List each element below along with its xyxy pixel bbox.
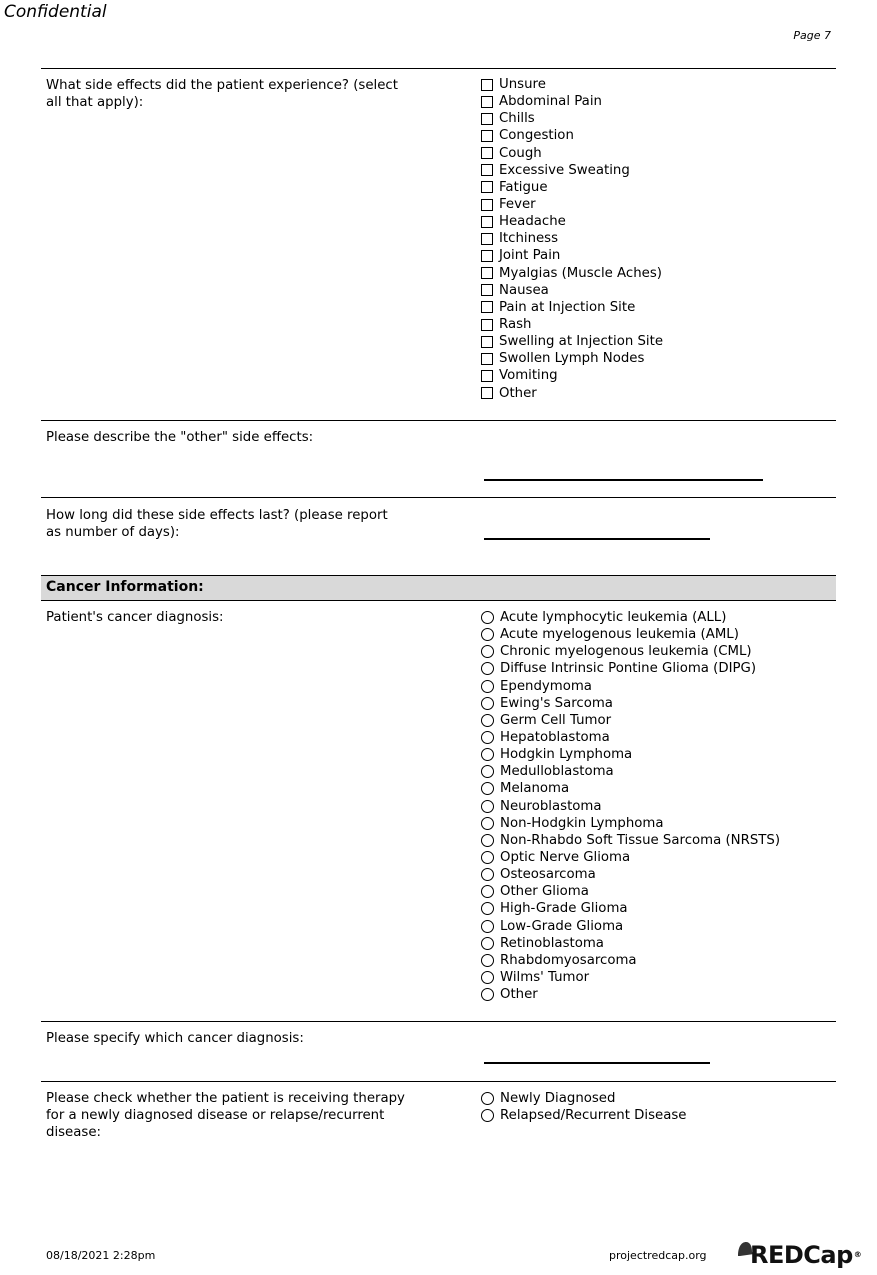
cancer-diagnosis-option[interactable]: [481, 883, 780, 900]
duration-question: How long did these side effects last? (please report as number of days):: [46, 508, 388, 541]
checkbox-icon[interactable]: [481, 250, 493, 262]
specify-diagnosis-question: Please specify which cancer diagnosis:: [46, 1031, 304, 1046]
logo-wordmark: REDCap: [750, 1241, 853, 1269]
radio-icon[interactable]: [481, 782, 494, 795]
checkbox-icon[interactable]: [481, 199, 493, 211]
radio-icon[interactable]: [481, 834, 494, 847]
cancer-diagnosis-option[interactable]: [481, 643, 780, 660]
checkbox-icon[interactable]: [481, 284, 493, 296]
checkbox-icon[interactable]: [481, 387, 493, 399]
radio-icon[interactable]: [481, 611, 494, 624]
option-label: Retinoblastoma: [500, 935, 604, 951]
option-label: Ewing's Sarcoma: [500, 695, 613, 711]
radio-icon[interactable]: [481, 697, 494, 710]
radio-icon[interactable]: [481, 1092, 494, 1105]
footer-site-link: projectredcap.org: [609, 1249, 707, 1262]
divider: [41, 1081, 836, 1082]
side-effects-question: What side effects did the patient experience? (select all that apply):: [46, 78, 398, 111]
option-label: Congestion: [499, 128, 574, 144]
option-label: Rhabdomyosarcoma: [500, 952, 637, 968]
radio-icon[interactable]: [481, 680, 494, 693]
side-effect-option[interactable]: [481, 162, 663, 179]
radio-icon[interactable]: [481, 988, 494, 1001]
side-effect-option[interactable]: [481, 316, 663, 333]
side-effect-option[interactable]: [481, 333, 663, 350]
cancer-diagnosis-option[interactable]: [481, 815, 780, 832]
logo-text: [750, 1242, 861, 1268]
cancer-diagnosis-option[interactable]: [481, 952, 780, 969]
side-effect-option[interactable]: [481, 282, 663, 299]
option-label: Acute myelogenous leukemia (AML): [500, 627, 739, 643]
side-effects-options: [481, 76, 663, 402]
cancer-diagnosis-option[interactable]: [481, 832, 780, 849]
therapy-status-question: Please check whether the patient is receiving therapy for a newly diagnosed disease or relapse/recurrent disease:: [46, 1091, 405, 1141]
option-label: Rash: [499, 316, 532, 332]
page-number: Page 7: [793, 29, 831, 42]
checkbox-icon[interactable]: [481, 336, 493, 348]
cancer-diagnosis-option[interactable]: [481, 660, 780, 677]
option-label: Medulloblastoma: [500, 764, 614, 780]
therapy-status-option[interactable]: [481, 1107, 686, 1124]
option-label: Germ Cell Tumor: [500, 712, 612, 728]
option-label: Swollen Lymph Nodes: [499, 351, 645, 367]
option-label: Relapsed/Recurrent Disease: [500, 1108, 687, 1124]
cancer-diagnosis-option[interactable]: [481, 935, 780, 952]
option-label: Excessive Sweating: [499, 162, 630, 178]
radio-icon[interactable]: [481, 902, 494, 915]
option-label: Osteosarcoma: [500, 867, 596, 883]
option-label: High-Grade Glioma: [500, 901, 628, 917]
checkbox-icon[interactable]: [481, 353, 493, 365]
radio-icon[interactable]: [481, 731, 494, 744]
side-effect-option[interactable]: [481, 196, 663, 213]
side-effect-option[interactable]: [481, 93, 663, 110]
cancer-diagnosis-option[interactable]: [481, 609, 780, 626]
checkbox-icon[interactable]: [481, 370, 493, 382]
option-label: Vomiting: [499, 368, 558, 384]
side-effect-option[interactable]: [481, 265, 663, 282]
option-label: Cough: [499, 145, 542, 161]
radio-icon[interactable]: [481, 662, 494, 675]
option-label: Wilms' Tumor: [500, 969, 590, 985]
radio-icon[interactable]: [481, 1109, 494, 1122]
cancer-diagnosis-option[interactable]: [481, 763, 780, 780]
therapy-status-options: [481, 1090, 686, 1124]
divider: [41, 68, 836, 69]
checkbox-icon[interactable]: [481, 319, 493, 331]
cancer-diagnosis-option[interactable]: [481, 780, 780, 797]
option-label: Neuroblastoma: [500, 798, 602, 814]
checkbox-icon[interactable]: [481, 216, 493, 228]
option-label: Unsure: [499, 77, 546, 92]
checkbox-icon[interactable]: [481, 181, 493, 193]
side-effect-option[interactable]: [481, 110, 663, 127]
divider: [41, 420, 836, 421]
side-effect-option[interactable]: [481, 76, 663, 93]
therapy-status-option[interactable]: [481, 1090, 686, 1107]
side-effect-option[interactable]: [481, 367, 663, 384]
duration-input[interactable]: [484, 538, 710, 540]
divider: [41, 497, 836, 498]
checkbox-icon[interactable]: [481, 130, 493, 142]
option-label: Ependymoma: [500, 678, 592, 694]
cancer-diagnosis-option[interactable]: [481, 986, 780, 1003]
option-label: Myalgias (Muscle Aches): [499, 265, 662, 281]
other-side-effects-input[interactable]: [484, 479, 763, 481]
option-label: Diffuse Intrinsic Pontine Glioma (DIPG): [500, 661, 757, 677]
option-label: Joint Pain: [499, 248, 561, 264]
confidential-label: Confidential: [4, 2, 107, 22]
checkbox-icon[interactable]: [481, 79, 493, 91]
checkbox-icon[interactable]: [481, 164, 493, 176]
radio-icon[interactable]: [481, 817, 494, 830]
option-label: Headache: [499, 214, 566, 230]
cancer-diagnosis-option[interactable]: [481, 918, 780, 935]
checkbox-icon[interactable]: [481, 267, 493, 279]
cancer-diagnosis-option[interactable]: [481, 969, 780, 986]
option-label: Fatigue: [499, 179, 548, 195]
option-label: Melanoma: [500, 781, 570, 797]
cancer-diagnosis-option[interactable]: [481, 626, 780, 643]
option-label: Swelling at Injection Site: [499, 334, 664, 350]
redcap-logo: [736, 1240, 861, 1268]
checkbox-icon[interactable]: [481, 147, 493, 159]
option-label: Fever: [499, 196, 536, 212]
cancer-diagnosis-question: Patient's cancer diagnosis:: [46, 610, 224, 625]
other-side-effects-question: Please describe the "other" side effects:: [46, 430, 314, 445]
option-label: Newly Diagnosed: [500, 1091, 616, 1106]
section-header-cancer-information: [41, 575, 836, 601]
checkbox-icon[interactable]: [481, 233, 493, 245]
radio-icon[interactable]: [481, 868, 494, 881]
option-label: Acute lymphocytic leukemia (ALL): [500, 610, 727, 625]
option-label: Other: [500, 987, 538, 1003]
checkbox-icon[interactable]: [481, 113, 493, 125]
registered-mark: ®: [853, 1250, 862, 1259]
footer-timestamp: 08/18/2021 2:28pm: [46, 1249, 156, 1262]
radio-icon[interactable]: [481, 765, 494, 778]
side-effect-option[interactable]: [481, 350, 663, 367]
cancer-diagnosis-option[interactable]: [481, 798, 780, 815]
cancer-diagnosis-option[interactable]: [481, 849, 780, 866]
option-label: Other: [499, 385, 537, 401]
option-label: Other Glioma: [500, 884, 589, 900]
radio-icon[interactable]: [481, 937, 494, 950]
cancer-diagnosis-options: [481, 609, 780, 1003]
radio-icon[interactable]: [481, 800, 494, 813]
section-title: Cancer Information:: [46, 579, 204, 595]
radio-icon[interactable]: [481, 954, 494, 967]
option-label: Non-Rhabdo Soft Tissue Sarcoma (NRSTS): [500, 832, 781, 848]
option-label: Abdominal Pain: [499, 94, 602, 110]
radio-icon[interactable]: [481, 714, 494, 727]
option-label: Chronic myelogenous leukemia (CML): [500, 644, 752, 660]
side-effect-option[interactable]: [481, 385, 663, 402]
option-label: Low-Grade Glioma: [500, 918, 624, 934]
radio-icon[interactable]: [481, 645, 494, 658]
cancer-diagnosis-option[interactable]: [481, 866, 780, 883]
radio-icon[interactable]: [481, 885, 494, 898]
specify-diagnosis-input[interactable]: [484, 1062, 710, 1064]
option-label: Non-Hodgkin Lymphoma: [500, 815, 664, 831]
option-label: Pain at Injection Site: [499, 299, 636, 315]
option-label: Hepatoblastoma: [500, 729, 610, 745]
cancer-diagnosis-option[interactable]: [481, 712, 780, 729]
option-label: Hodgkin Lymphoma: [500, 747, 633, 763]
radio-icon[interactable]: [481, 628, 494, 641]
radio-icon[interactable]: [481, 920, 494, 933]
cancer-diagnosis-option[interactable]: [481, 900, 780, 917]
option-label: Chills: [499, 111, 535, 127]
cancer-diagnosis-option[interactable]: [481, 729, 780, 746]
radio-icon[interactable]: [481, 748, 494, 761]
option-label: Nausea: [499, 282, 549, 298]
cancer-diagnosis-option[interactable]: [481, 678, 780, 695]
cancer-diagnosis-option[interactable]: [481, 695, 780, 712]
radio-icon[interactable]: [481, 971, 494, 984]
side-effect-option[interactable]: [481, 299, 663, 316]
side-effect-option[interactable]: [481, 247, 663, 264]
radio-icon[interactable]: [481, 851, 494, 864]
side-effect-option[interactable]: [481, 127, 663, 144]
divider: [41, 1021, 836, 1022]
cancer-diagnosis-option[interactable]: [481, 746, 780, 763]
side-effect-option[interactable]: [481, 213, 663, 230]
side-effect-option[interactable]: [481, 230, 663, 247]
side-effect-option[interactable]: [481, 179, 663, 196]
option-label: Itchiness: [499, 231, 559, 247]
checkbox-icon[interactable]: [481, 301, 493, 313]
side-effect-option[interactable]: [481, 145, 663, 162]
checkbox-icon[interactable]: [481, 96, 493, 108]
option-label: Optic Nerve Glioma: [500, 849, 631, 865]
